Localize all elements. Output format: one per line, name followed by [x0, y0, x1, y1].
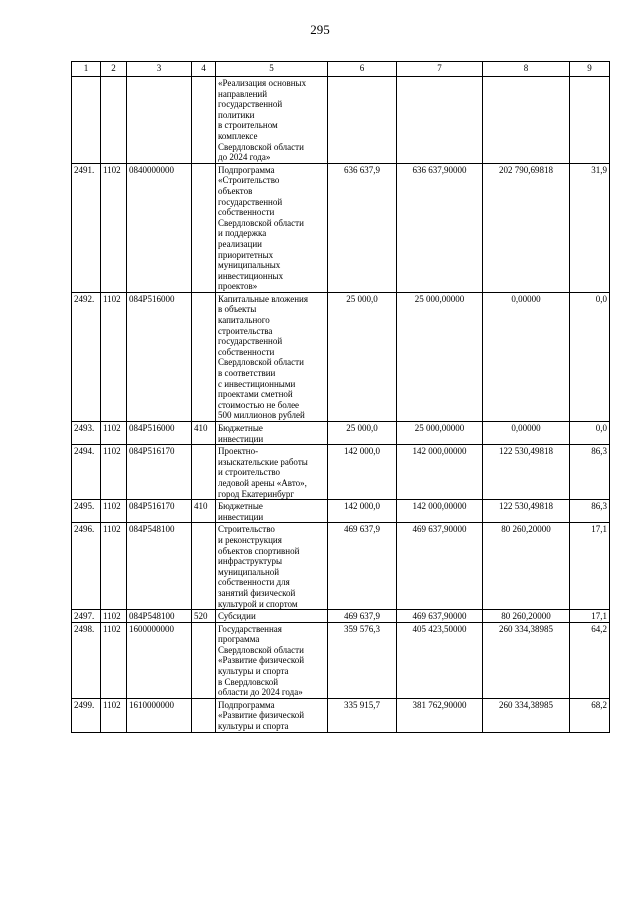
- table-row: [72, 77, 610, 164]
- column-header-1: 1: [72, 62, 101, 77]
- target-code-cell: 084P516000: [127, 422, 192, 445]
- executed-amount-cell: 80 260,20000: [483, 523, 570, 610]
- item-name-cell: Субсидии: [216, 610, 328, 623]
- item-name-cell: Подпрограмма «Развитие физической культуры и спорта: [216, 698, 328, 732]
- expense-type-cell: 520: [192, 610, 216, 623]
- executed-amount-cell: 122 530,49818: [483, 500, 570, 523]
- expense-type-cell: [192, 77, 216, 164]
- percent-cell: [570, 77, 610, 164]
- item-name-cell: Проектно- изыскательские работы и строительство ледовой арены «Авто», город Екатеринбург: [216, 445, 328, 500]
- row-number-cell: 2494.: [72, 445, 101, 500]
- table-row: [72, 422, 610, 445]
- percent-cell: 0,0: [570, 422, 610, 445]
- row-number-cell: 2493.: [72, 422, 101, 445]
- executed-amount-cell: 260 334,38985: [483, 622, 570, 698]
- expense-type-cell: 410: [192, 500, 216, 523]
- table-row: [72, 698, 610, 732]
- target-code-cell: 1610000000: [127, 698, 192, 732]
- expense-type-cell: [192, 292, 216, 421]
- refined-amount-cell: [397, 77, 483, 164]
- item-name-cell: Государственная программа Свердловской области «Развитие физической культуры и спорта в Свердловской области до 2024 года»: [216, 622, 328, 698]
- executed-amount-cell: 0,00000: [483, 422, 570, 445]
- refined-amount-cell: 405 423,50000: [397, 622, 483, 698]
- executed-amount-cell: 0,00000: [483, 292, 570, 421]
- table-row: [72, 163, 610, 292]
- target-code-cell: 084P516000: [127, 292, 192, 421]
- row-number-cell: 2499.: [72, 698, 101, 732]
- row-number-cell: [72, 77, 101, 164]
- section-code-cell: 1102: [101, 163, 127, 292]
- executed-amount-cell: [483, 77, 570, 164]
- item-name-cell: Строительство и реконструкция объектов спортивной инфраструктуры муниципальной собственности для занятий физической культурой и спортом: [216, 523, 328, 610]
- table-row: [72, 500, 610, 523]
- item-name-cell: Капитальные вложения в объекты капитального строительства государственной собственности Свердловской области в соответствии с инвестиционными проектами сметной стоимостью не более 500 миллионов рублей: [216, 292, 328, 421]
- item-name-cell: «Реализация основных направлений государственной политики в строительном комплексе Свердловской области до 2024 года»: [216, 77, 328, 164]
- expense-type-cell: [192, 163, 216, 292]
- refined-amount-cell: 142 000,00000: [397, 500, 483, 523]
- table-row: [72, 610, 610, 623]
- page-number: 295: [310, 22, 330, 37]
- table-row: [72, 292, 610, 421]
- section-code-cell: 1102: [101, 610, 127, 623]
- percent-cell: 17,1: [570, 610, 610, 623]
- approved-amount-cell: 335 915,7: [328, 698, 397, 732]
- table-header-row: [72, 62, 610, 77]
- executed-amount-cell: 80 260,20000: [483, 610, 570, 623]
- refined-amount-cell: 142 000,00000: [397, 445, 483, 500]
- percent-cell: 86,3: [570, 500, 610, 523]
- approved-amount-cell: 25 000,0: [328, 292, 397, 421]
- section-code-cell: 1102: [101, 523, 127, 610]
- item-name-cell: Подпрограмма «Строительство объектов государственной собственности Свердловской области и поддержка реализации приоритетных муниципальных инвестиционных проектов»: [216, 163, 328, 292]
- percent-cell: 0,0: [570, 292, 610, 421]
- approved-amount-cell: 142 000,0: [328, 500, 397, 523]
- approved-amount-cell: 469 637,9: [328, 610, 397, 623]
- approved-amount-cell: [328, 77, 397, 164]
- column-header-3: 3: [127, 62, 192, 77]
- section-code-cell: 1102: [101, 445, 127, 500]
- refined-amount-cell: 381 762,90000: [397, 698, 483, 732]
- column-header-2: 2: [101, 62, 127, 77]
- column-header-7: 7: [397, 62, 483, 77]
- executed-amount-cell: 122 530,49818: [483, 445, 570, 500]
- percent-cell: 68,2: [570, 698, 610, 732]
- item-name-cell: Бюджетные инвестиции: [216, 500, 328, 523]
- table-row: [72, 445, 610, 500]
- target-code-cell: 084P548100: [127, 610, 192, 623]
- target-code-cell: 084P516170: [127, 445, 192, 500]
- approved-amount-cell: 359 576,3: [328, 622, 397, 698]
- column-header-6: 6: [328, 62, 397, 77]
- row-number-cell: 2492.: [72, 292, 101, 421]
- expense-type-cell: [192, 698, 216, 732]
- refined-amount-cell: 469 637,90000: [397, 523, 483, 610]
- expense-type-cell: [192, 445, 216, 500]
- item-name-cell: Бюджетные инвестиции: [216, 422, 328, 445]
- refined-amount-cell: 25 000,00000: [397, 292, 483, 421]
- column-header-8: 8: [483, 62, 570, 77]
- section-code-cell: [101, 77, 127, 164]
- percent-cell: 17,1: [570, 523, 610, 610]
- budget-execution-table: [71, 61, 610, 733]
- target-code-cell: 084P548100: [127, 523, 192, 610]
- refined-amount-cell: 469 637,90000: [397, 610, 483, 623]
- row-number-cell: 2498.: [72, 622, 101, 698]
- approved-amount-cell: 469 637,9: [328, 523, 397, 610]
- approved-amount-cell: 142 000,0: [328, 445, 397, 500]
- column-header-4: 4: [192, 62, 216, 77]
- section-code-cell: 1102: [101, 292, 127, 421]
- expense-type-cell: 410: [192, 422, 216, 445]
- column-header-9: 9: [570, 62, 610, 77]
- expense-type-cell: [192, 523, 216, 610]
- percent-cell: 86,3: [570, 445, 610, 500]
- executed-amount-cell: 202 790,69818: [483, 163, 570, 292]
- table-row: [72, 622, 610, 698]
- percent-cell: 31,9: [570, 163, 610, 292]
- percent-cell: 64,2: [570, 622, 610, 698]
- column-header-5: 5: [216, 62, 328, 77]
- section-code-cell: 1102: [101, 698, 127, 732]
- approved-amount-cell: 636 637,9: [328, 163, 397, 292]
- expense-type-cell: [192, 622, 216, 698]
- row-number-cell: 2495.: [72, 500, 101, 523]
- target-code-cell: [127, 77, 192, 164]
- refined-amount-cell: 636 637,90000: [397, 163, 483, 292]
- row-number-cell: 2497.: [72, 610, 101, 623]
- refined-amount-cell: 25 000,00000: [397, 422, 483, 445]
- approved-amount-cell: 25 000,0: [328, 422, 397, 445]
- table-row: [72, 523, 610, 610]
- section-code-cell: 1102: [101, 500, 127, 523]
- executed-amount-cell: 260 334,38985: [483, 698, 570, 732]
- target-code-cell: 0840000000: [127, 163, 192, 292]
- section-code-cell: 1102: [101, 422, 127, 445]
- section-code-cell: 1102: [101, 622, 127, 698]
- target-code-cell: 084P516170: [127, 500, 192, 523]
- row-number-cell: 2491.: [72, 163, 101, 292]
- target-code-cell: 1600000000: [127, 622, 192, 698]
- row-number-cell: 2496.: [72, 523, 101, 610]
